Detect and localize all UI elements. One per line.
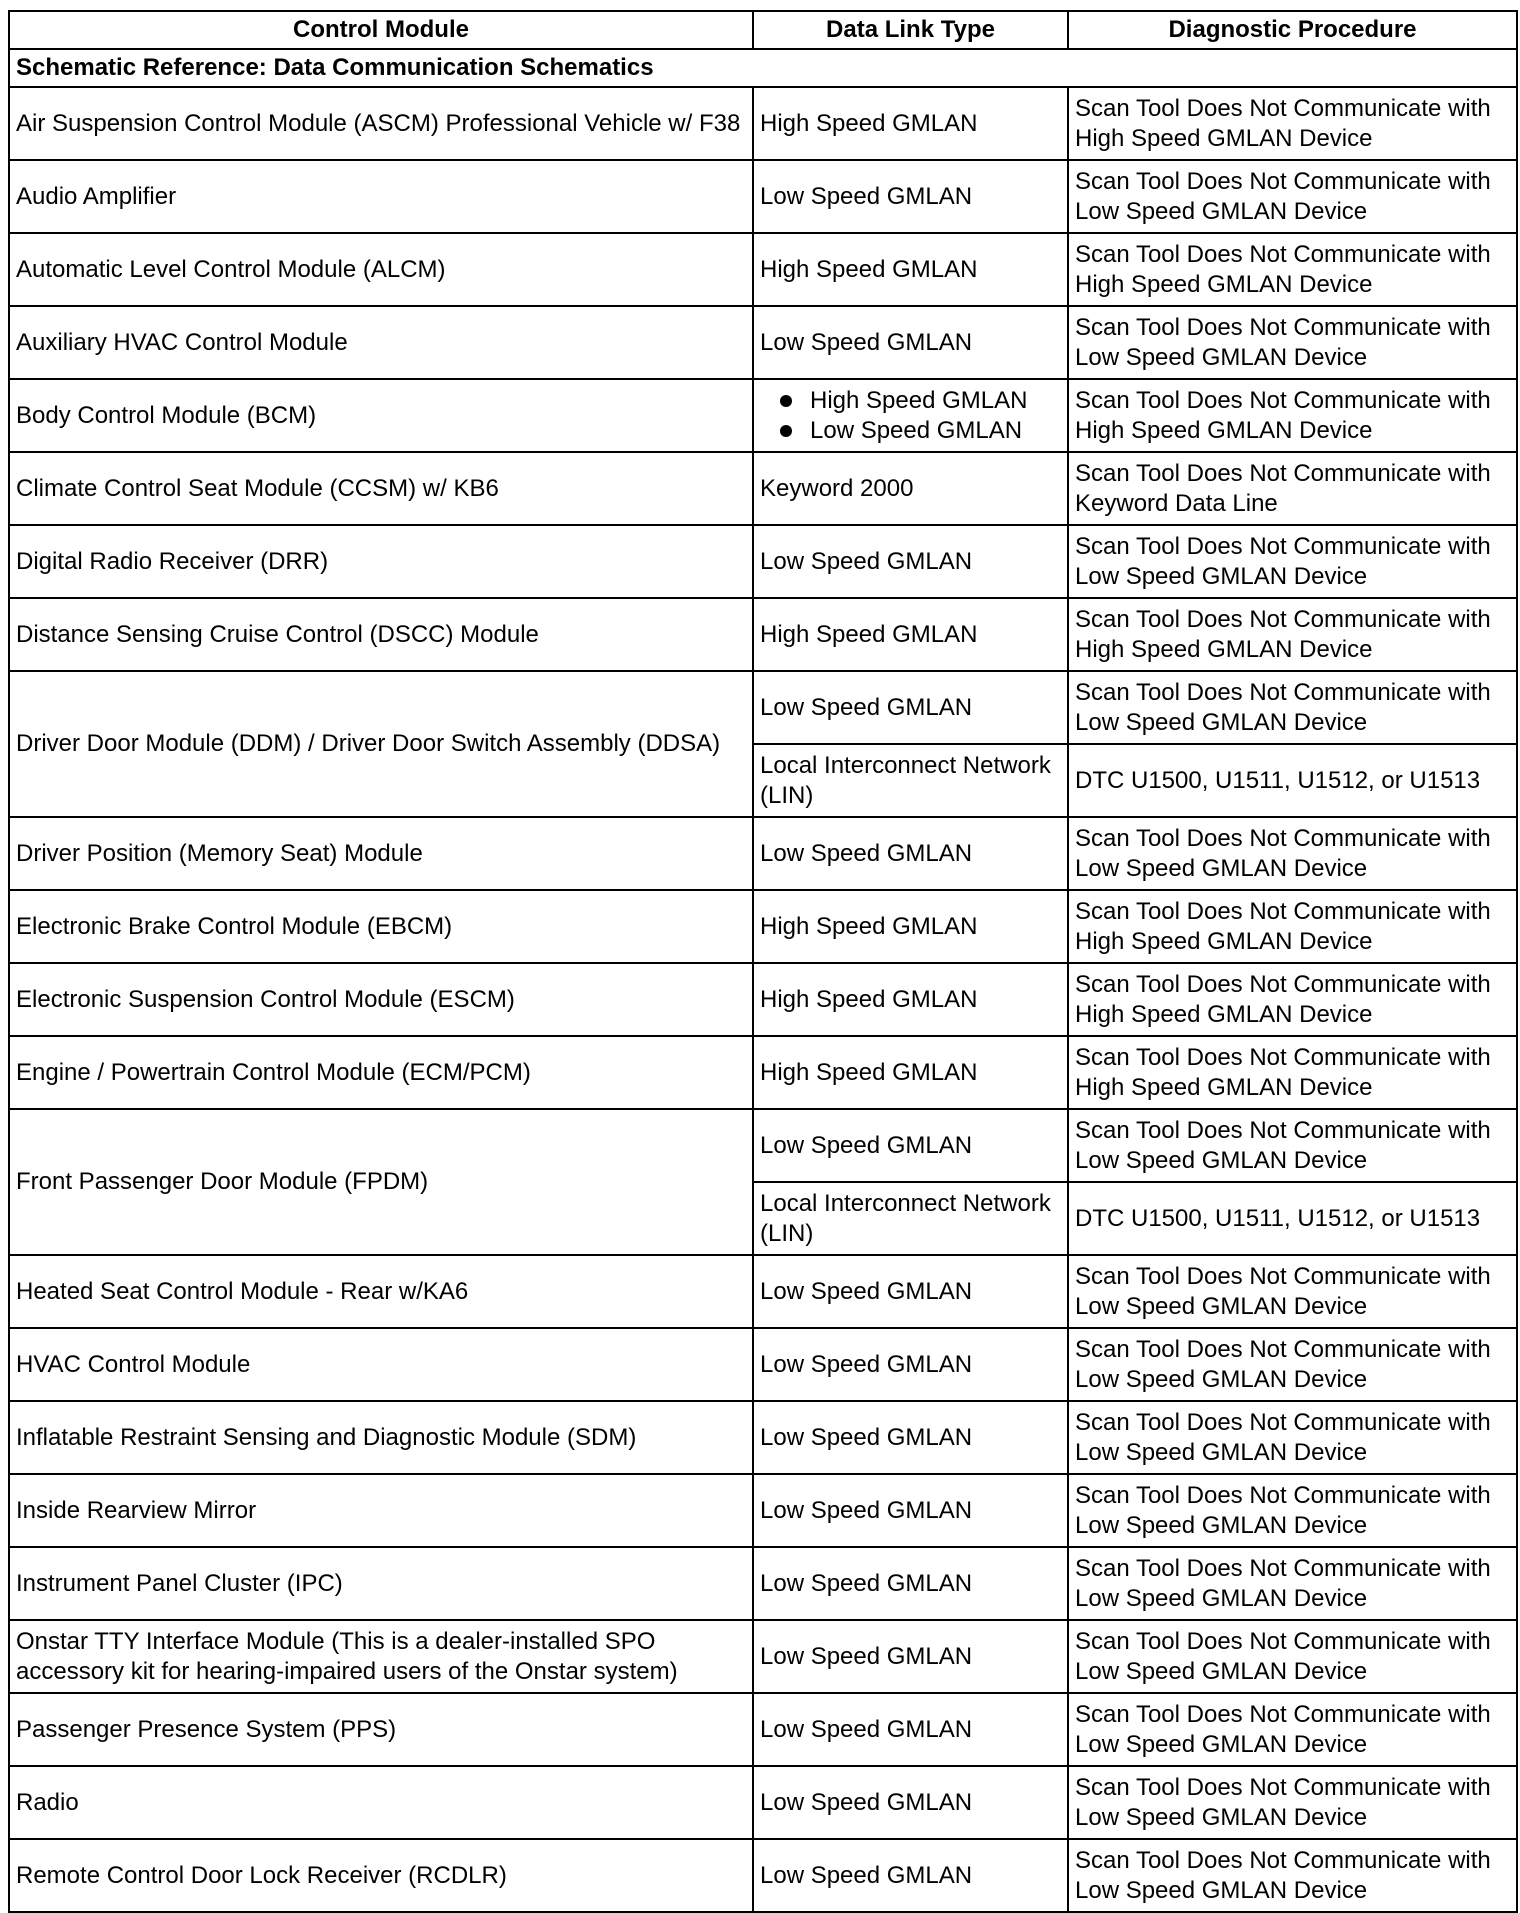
data-link-type-cell: Low Speed GMLAN bbox=[753, 671, 1068, 744]
diagnostic-procedure-cell: Scan Tool Does Not Communicate with Low Speed GMLAN Device bbox=[1068, 1547, 1517, 1620]
table-row bbox=[9, 160, 1517, 233]
table-row bbox=[9, 525, 1517, 598]
data-link-type-cell: High Speed GMLAN bbox=[753, 598, 1068, 671]
data-link-type-cell: Low Speed GMLAN bbox=[753, 1328, 1068, 1401]
section-row bbox=[9, 49, 1517, 87]
data-link-type-cell: Low Speed GMLAN bbox=[753, 1620, 1068, 1693]
table-row bbox=[9, 379, 1517, 452]
control-module-cell: Electronic Suspension Control Module (ESCM) bbox=[9, 963, 753, 1036]
control-module-cell: Remote Control Door Lock Receiver (RCDLR) bbox=[9, 1839, 753, 1912]
data-link-type-cell: High Speed GMLAN bbox=[753, 1036, 1068, 1109]
data-link-type-cell: Low Speed GMLAN bbox=[753, 525, 1068, 598]
diagnostic-procedure-cell: Scan Tool Does Not Communicate with Low Speed GMLAN Device bbox=[1068, 671, 1517, 744]
data-link-type-cell: Low Speed GMLAN bbox=[753, 306, 1068, 379]
data-link-type-cell: High Speed GMLAN bbox=[753, 963, 1068, 1036]
diagnostic-procedure-cell: Scan Tool Does Not Communicate with Keyword Data Line bbox=[1068, 452, 1517, 525]
control-module-cell: Instrument Panel Cluster (IPC) bbox=[9, 1547, 753, 1620]
data-link-type-cell: Low Speed GMLAN bbox=[753, 1839, 1068, 1912]
diagnostic-procedure-cell: Scan Tool Does Not Communicate with Low Speed GMLAN Device bbox=[1068, 1766, 1517, 1839]
diagnostic-procedure-cell: Scan Tool Does Not Communicate with Low Speed GMLAN Device bbox=[1068, 525, 1517, 598]
table-header-row bbox=[9, 11, 1517, 49]
data-link-type-cell: Local Interconnect Network (LIN) bbox=[753, 1182, 1068, 1255]
control-module-cell: Heated Seat Control Module - Rear w/KA6 bbox=[9, 1255, 753, 1328]
control-module-cell: Engine / Powertrain Control Module (ECM/PCM) bbox=[9, 1036, 753, 1109]
control-module-table bbox=[8, 10, 1518, 1913]
table-row bbox=[9, 1620, 1517, 1693]
table-row bbox=[9, 1474, 1517, 1547]
table-row bbox=[9, 1328, 1517, 1401]
control-module-cell: Automatic Level Control Module (ALCM) bbox=[9, 233, 753, 306]
table-row bbox=[9, 452, 1517, 525]
diagnostic-procedure-cell: Scan Tool Does Not Communicate with High Speed GMLAN Device bbox=[1068, 87, 1517, 160]
table-row bbox=[9, 1109, 1517, 1182]
table-row bbox=[9, 598, 1517, 671]
diagnostic-procedure-cell: Scan Tool Does Not Communicate with Low Speed GMLAN Device bbox=[1068, 1401, 1517, 1474]
control-module-cell: Front Passenger Door Module (FPDM) bbox=[9, 1109, 753, 1255]
data-link-type-cell: Keyword 2000 bbox=[753, 452, 1068, 525]
column-header-control-module: Control Module bbox=[9, 11, 753, 49]
table-row bbox=[9, 671, 1517, 744]
control-module-cell: Distance Sensing Cruise Control (DSCC) Module bbox=[9, 598, 753, 671]
table-body bbox=[9, 49, 1517, 1912]
diagnostic-procedure-cell: Scan Tool Does Not Communicate with Low Speed GMLAN Device bbox=[1068, 1839, 1517, 1912]
table-row bbox=[9, 1036, 1517, 1109]
data-link-type-cell: Low Speed GMLAN bbox=[753, 1474, 1068, 1547]
diagnostic-procedure-cell: DTC U1500, U1511, U1512, or U1513 bbox=[1068, 1182, 1517, 1255]
control-module-cell: Driver Position (Memory Seat) Module bbox=[9, 817, 753, 890]
column-header-data-link-type: Data Link Type bbox=[753, 11, 1068, 49]
diagnostic-procedure-cell: Scan Tool Does Not Communicate with Low Speed GMLAN Device bbox=[1068, 1255, 1517, 1328]
control-module-cell: Auxiliary HVAC Control Module bbox=[9, 306, 753, 379]
data-link-type-cell: High Speed GMLAN bbox=[753, 890, 1068, 963]
control-module-cell: Radio bbox=[9, 1766, 753, 1839]
table-row bbox=[9, 1693, 1517, 1766]
table-row bbox=[9, 817, 1517, 890]
diagnostic-procedure-cell: Scan Tool Does Not Communicate with High Speed GMLAN Device bbox=[1068, 1036, 1517, 1109]
table-row bbox=[9, 1839, 1517, 1912]
bullet-item: High Speed GMLAN bbox=[778, 386, 1061, 416]
diagnostic-procedure-cell: DTC U1500, U1511, U1512, or U1513 bbox=[1068, 744, 1517, 817]
data-link-type-cell: Low Speed GMLAN bbox=[753, 817, 1068, 890]
data-link-type-cell: Low Speed GMLAN bbox=[753, 1401, 1068, 1474]
control-module-cell: Audio Amplifier bbox=[9, 160, 753, 233]
diagnostic-procedure-cell: Scan Tool Does Not Communicate with High Speed GMLAN Device bbox=[1068, 890, 1517, 963]
table-row bbox=[9, 1547, 1517, 1620]
data-link-type-cell: Low Speed GMLAN bbox=[753, 160, 1068, 233]
column-header-diagnostic-procedure: Diagnostic Procedure bbox=[1068, 11, 1517, 49]
bullet-item: Low Speed GMLAN bbox=[778, 416, 1061, 446]
data-link-type-cell: Low Speed GMLAN bbox=[753, 1547, 1068, 1620]
data-link-type-cell: Low Speed GMLAN bbox=[753, 1109, 1068, 1182]
diagnostic-procedure-cell: Scan Tool Does Not Communicate with High Speed GMLAN Device bbox=[1068, 598, 1517, 671]
data-link-type-cell: Low Speed GMLAN bbox=[753, 1693, 1068, 1766]
table-row bbox=[9, 306, 1517, 379]
diagnostic-procedure-cell: Scan Tool Does Not Communicate with High Speed GMLAN Device bbox=[1068, 379, 1517, 452]
diagnostic-procedure-cell: Scan Tool Does Not Communicate with Low Speed GMLAN Device bbox=[1068, 160, 1517, 233]
control-module-cell: Body Control Module (BCM) bbox=[9, 379, 753, 452]
control-module-cell: Electronic Brake Control Module (EBCM) bbox=[9, 890, 753, 963]
diagnostic-procedure-cell: Scan Tool Does Not Communicate with Low Speed GMLAN Device bbox=[1068, 1620, 1517, 1693]
control-module-cell: Inflatable Restraint Sensing and Diagnostic Module (SDM) bbox=[9, 1401, 753, 1474]
table-row bbox=[9, 1401, 1517, 1474]
table-row bbox=[9, 233, 1517, 306]
data-link-type-cell: High Speed GMLAN bbox=[753, 233, 1068, 306]
control-module-cell: HVAC Control Module bbox=[9, 1328, 753, 1401]
control-module-cell: Digital Radio Receiver (DRR) bbox=[9, 525, 753, 598]
data-link-type-cell: Local Interconnect Network (LIN) bbox=[753, 744, 1068, 817]
diagnostic-procedure-cell: Scan Tool Does Not Communicate with High Speed GMLAN Device bbox=[1068, 963, 1517, 1036]
section-label: Schematic Reference: Data Communication Schematics bbox=[9, 49, 1517, 87]
data-link-type-cell bbox=[753, 379, 1068, 452]
diagnostic-procedure-cell: Scan Tool Does Not Communicate with Low Speed GMLAN Device bbox=[1068, 1693, 1517, 1766]
data-link-bullet-list bbox=[760, 386, 1061, 446]
control-module-cell: Passenger Presence System (PPS) bbox=[9, 1693, 753, 1766]
table-row bbox=[9, 890, 1517, 963]
table-row bbox=[9, 87, 1517, 160]
data-link-type-cell: Low Speed GMLAN bbox=[753, 1766, 1068, 1839]
control-module-cell: Driver Door Module (DDM) / Driver Door Switch Assembly (DDSA) bbox=[9, 671, 753, 817]
table-row bbox=[9, 1766, 1517, 1839]
control-module-cell: Climate Control Seat Module (CCSM) w/ KB6 bbox=[9, 452, 753, 525]
control-module-cell: Inside Rearview Mirror bbox=[9, 1474, 753, 1547]
control-module-cell: Onstar TTY Interface Module (This is a dealer-installed SPO accessory kit for hearing-impaired users of the Onstar system) bbox=[9, 1620, 753, 1693]
diagnostic-procedure-cell: Scan Tool Does Not Communicate with Low Speed GMLAN Device bbox=[1068, 1328, 1517, 1401]
data-link-type-cell: Low Speed GMLAN bbox=[753, 1255, 1068, 1328]
data-link-type-cell: High Speed GMLAN bbox=[753, 87, 1068, 160]
diagnostic-procedure-cell: Scan Tool Does Not Communicate with High Speed GMLAN Device bbox=[1068, 233, 1517, 306]
diagnostic-procedure-cell: Scan Tool Does Not Communicate with Low Speed GMLAN Device bbox=[1068, 817, 1517, 890]
diagnostic-procedure-cell: Scan Tool Does Not Communicate with Low Speed GMLAN Device bbox=[1068, 306, 1517, 379]
diagnostic-procedure-cell: Scan Tool Does Not Communicate with Low Speed GMLAN Device bbox=[1068, 1474, 1517, 1547]
table-row bbox=[9, 963, 1517, 1036]
diagnostic-procedure-cell: Scan Tool Does Not Communicate with Low Speed GMLAN Device bbox=[1068, 1109, 1517, 1182]
table-row bbox=[9, 1255, 1517, 1328]
control-module-cell: Air Suspension Control Module (ASCM) Professional Vehicle w/ F38 bbox=[9, 87, 753, 160]
